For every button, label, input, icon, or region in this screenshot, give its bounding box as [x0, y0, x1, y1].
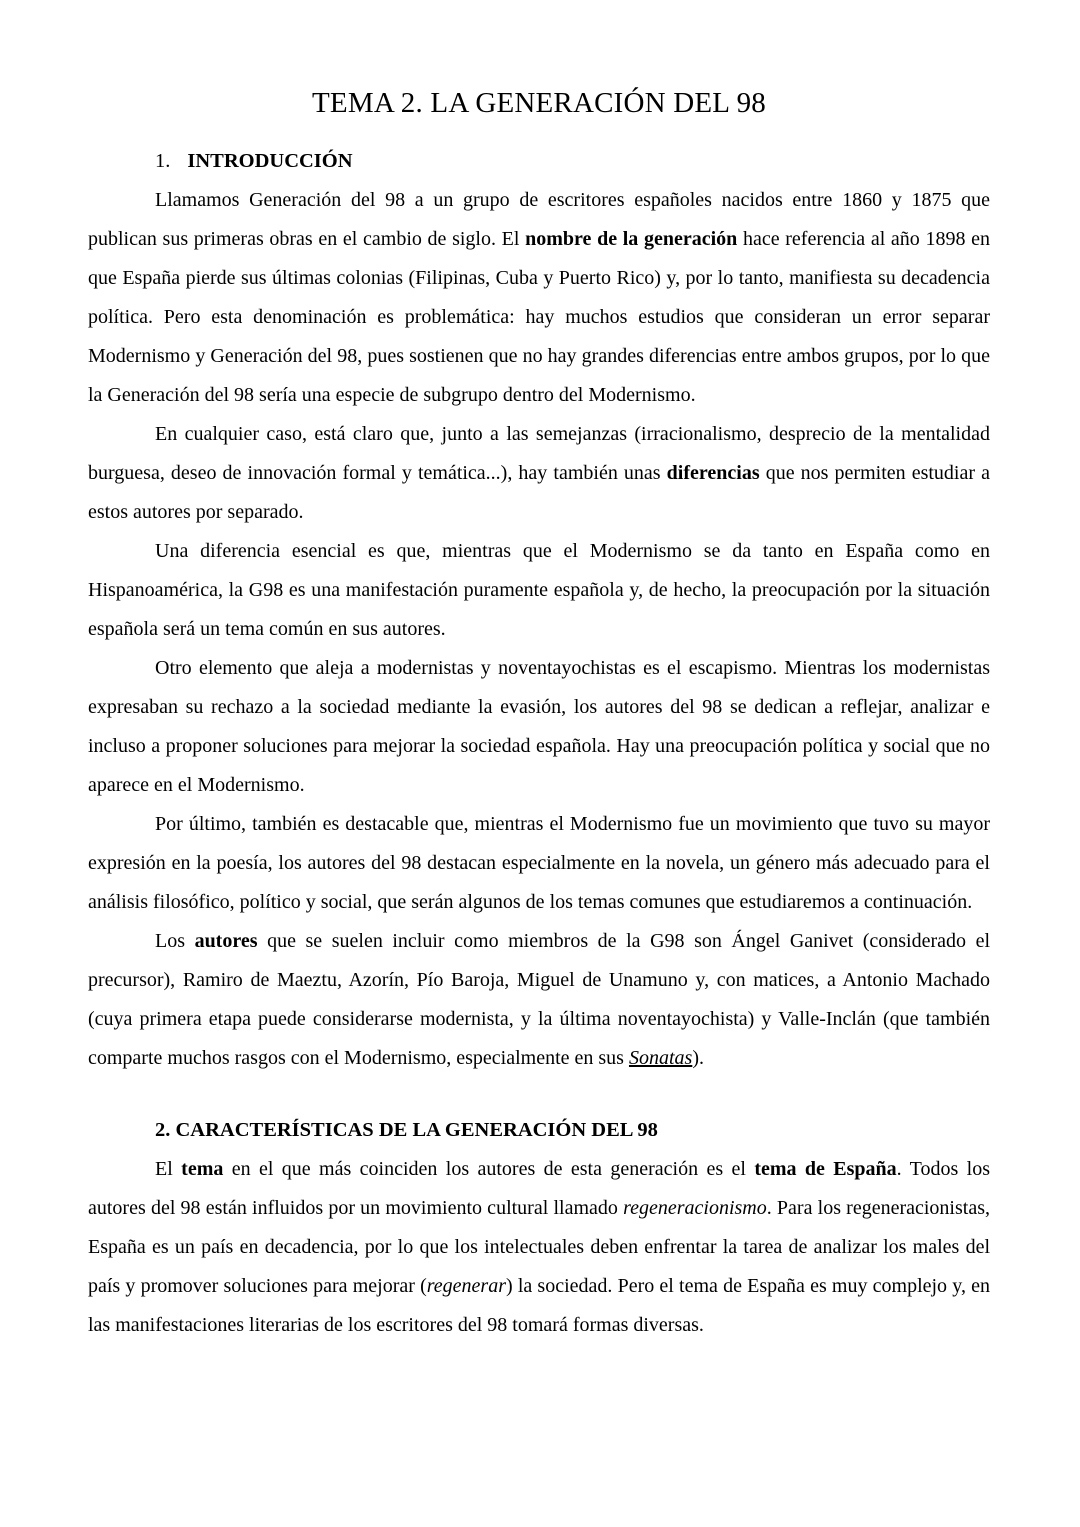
text-run: Llamamos Generación del 98 a un grupo de escritores españoles nacidos entre 1860 y 1875 que publican sus primeras obras en el cambio de siglo. El [88, 189, 990, 250]
section-1-heading [155, 142, 990, 181]
text-run: autores [194, 930, 258, 952]
text-run: diferencias [666, 462, 760, 484]
section-2-heading: 2. CARACTERÍSTICAS DE LA GENERACIÓN DEL 98 [155, 1119, 658, 1141]
text-run: ) la sociedad. Pero el tema de España es muy complejo y, en las manifestaciones literarias de los escritores del 98 tomará formas diversas. [88, 1275, 990, 1336]
paragraph-intro-5 [88, 805, 990, 922]
paragraph-intro-6 [88, 922, 990, 1078]
paragraph-intro-3 [88, 532, 990, 649]
text-run: Sonatas [628, 1047, 693, 1069]
text-run: hace referencia al año 1898 en que España pierde sus últimas colonias (Filipinas, Cuba y Puerto Rico) y, por lo tanto, manifiesta su decadencia política. Pero esta denominación es problemática: hay muchos estudios que consideran un error separar Modernismo y Generación del 98, pues sostienen que no hay grandes diferencias entre ambos grupos, por lo que la Generación del 98 sería una especie de subgrupo dentro del Modernismo. [88, 228, 991, 406]
text-run: . Todos los autores del 98 están influidos por un movimiento cultural llamado [88, 1158, 990, 1219]
document-title: TEMA 2. LA GENERACIÓN DEL 98 [312, 87, 766, 119]
paragraph-caracteristicas-1 [88, 1150, 990, 1345]
text-run: tema de España [754, 1158, 897, 1180]
text-run: tema [181, 1158, 224, 1180]
text-run: Una diferencia esencial es que, mientras que el Modernismo se da tanto en España como en Hispanoamérica, la G98 es una manifestación puramente española y, de hecho, la preocupación por la situación española será un tema común en sus autores. [88, 540, 990, 640]
section-caracteristicas [88, 1111, 990, 1345]
text-run: regenerar [426, 1275, 506, 1297]
text-run: En cualquier caso, está claro que, junto a las semejanzas (irracionalismo, desprecio de la mentalidad burguesa, deseo de innovación formal y temática...), hay también unas [88, 423, 990, 484]
text-run: . Para los regeneracionistas, España es un país en decadencia, por lo que los intelectuales deben enfrentar la tarea de analizar los males del país y promover soluciones para mejorar ( [88, 1197, 990, 1297]
paragraph-intro-1 [88, 181, 990, 415]
section-introduccion [88, 142, 990, 1078]
text-run: Los [155, 930, 195, 952]
text-run: Por último, también es destacable que, mientras el Modernismo fue un movimiento que tuvo su mayor expresión en la poesía, los autores del 98 destacan especialmente en la novela, un género más adecuado para el análisis filosófico, político y social, que serán algunos de los temas comunes que estudiaremos a continuación. [88, 813, 990, 913]
text-run: en el que más coinciden los autores de esta generación es el [223, 1158, 755, 1180]
section-1-heading-text: INTRODUCCIÓN [187, 150, 353, 172]
text-run: Otro elemento que aleja a modernistas y noventayochistas es el escapismo. Mientras los modernistas expresaban su rechazo a la sociedad mediante la evasión, los autores del 98 se dedican a reflejar, analizar e incluso a proponer soluciones para mejorar la sociedad española. Hay una preocupación política y social que no aparece en el Modernismo. [88, 657, 990, 796]
text-run: nombre de la generación [525, 228, 738, 250]
section-spacer [88, 1078, 990, 1111]
section-1-number: 1. [155, 150, 171, 172]
paragraph-intro-2 [88, 415, 990, 532]
text-run: regeneracionismo [623, 1197, 767, 1219]
text-run: que nos permiten estudiar a estos autores por separado. [88, 462, 990, 523]
text-run: que se suelen incluir como miembros de la G98 son Ángel Ganivet (considerado el precursor), Ramiro de Maeztu, Azorín, Pío Baroja, Miguel de Unamuno y, con matices, a Antonio Machado (cuya primera etapa puede considerarse modernista, y la última noventayochista) y Valle-Inclán (que también comparte muchos rasgos con el Modernismo, especialmente en sus [88, 930, 991, 1069]
paragraph-intro-4 [88, 649, 990, 805]
text-run: ). [692, 1047, 704, 1069]
text-run: El [155, 1158, 182, 1180]
